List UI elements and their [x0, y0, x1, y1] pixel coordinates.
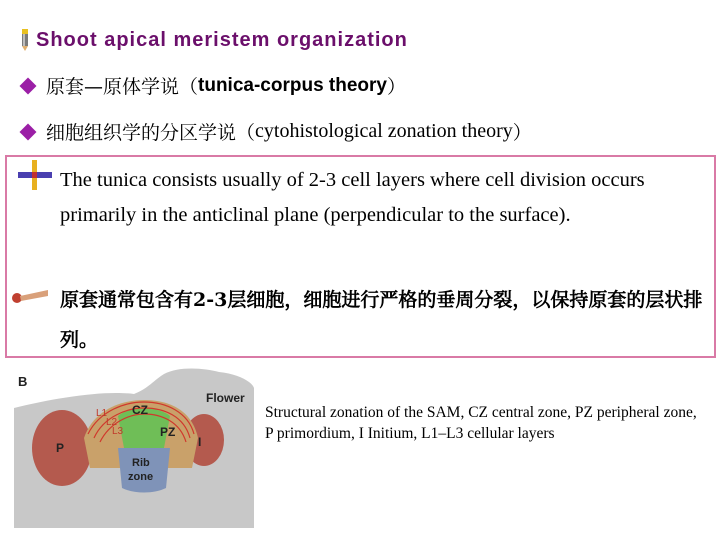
pz-label: PZ — [160, 425, 176, 439]
i-label: I — [198, 435, 202, 449]
english-paragraph: The tunica consists usually of 2-3 cell layers where cell division occurs primarily in the anticlinal plane (perpendicular to the surface). — [60, 169, 645, 226]
l3-label: L3 — [112, 426, 124, 437]
l2-label: L2 — [106, 417, 118, 428]
page-title: Shoot apical meristem organization — [36, 28, 408, 51]
sam-figure — [14, 368, 254, 528]
bullet-cn: 原套—原体学说（ — [46, 76, 199, 98]
brush-icon — [10, 284, 50, 308]
l1-label: L1 — [96, 408, 108, 419]
bullet-tunica-corpus — [22, 72, 406, 99]
flower-label: Flower — [206, 391, 245, 405]
cz-label: CZ — [132, 403, 148, 417]
bullet-tail: ） — [387, 76, 407, 98]
bullet-tail: ） — [512, 122, 532, 144]
bullet-zonation — [22, 118, 532, 145]
cross-marker-icon — [18, 160, 52, 190]
bullet-cn: 细胞组织学的分区学说（ — [46, 122, 256, 144]
p-label: P — [56, 441, 65, 455]
title-row — [18, 26, 408, 54]
panel-label: B — [18, 374, 28, 389]
sam-diagram — [14, 368, 254, 528]
diamond-bullet-icon — [20, 77, 37, 94]
chinese-paragraph: 原套通常包含有2-3层细胞，细胞进行严格的垂周分裂，以保持原套的层状排列。 — [60, 289, 703, 351]
diamond-bullet-icon — [20, 123, 37, 140]
pencil-icon — [18, 28, 32, 52]
bullet-en: cytohistological zonation theory — [255, 120, 513, 142]
zone-label: zone — [128, 471, 154, 483]
figure-caption: Structural zonation of the SAM, CZ central zone, PZ peripheral zone, P primordium, I Initium, L1–L3 cellular layers — [265, 404, 697, 442]
bullet-en: tunica-corpus theory — [198, 74, 387, 96]
rib-label: Rib — [132, 457, 150, 469]
